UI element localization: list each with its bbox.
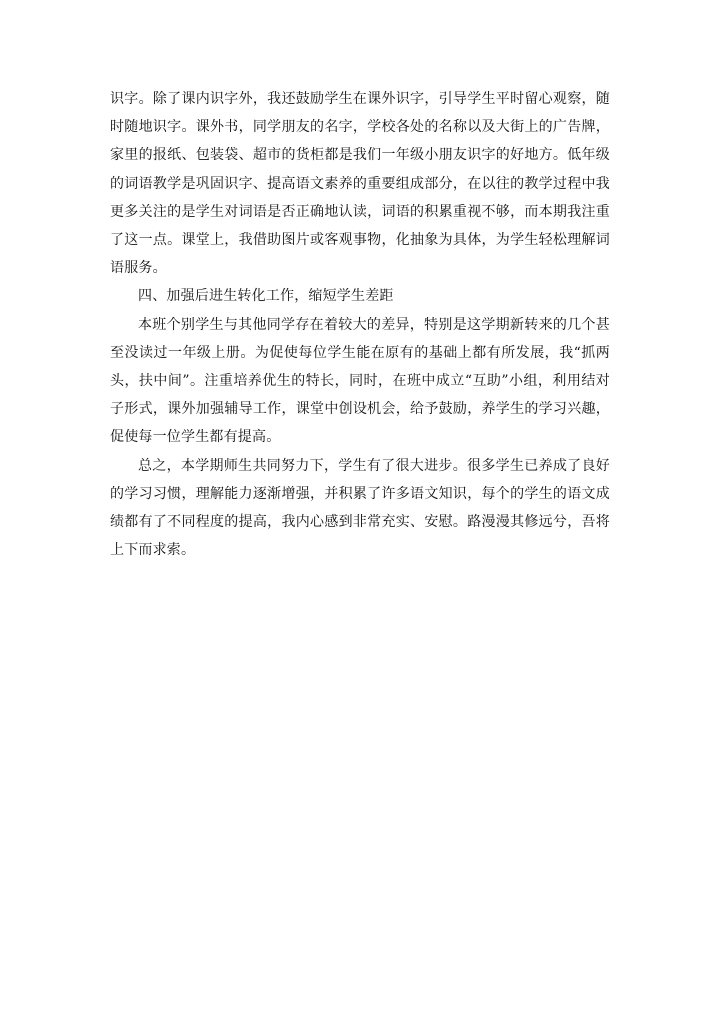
section-heading-four: 四、加强后进生转化工作，缩短学生差距	[138, 288, 394, 305]
document-body	[110, 85, 610, 564]
paragraph-summary: 总之，本学期师生共同努力下，学生有了很大进步。很多学生已养成了良好的学习习惯，理解能力逐渐增强，并积累了许多语文知识，每个的学生的语文成绩都有了不同程度的提高，我内心感到非常充实、安慰。路漫漫其修远兮，吾将上下而求索。	[110, 457, 610, 559]
paragraph-literacy: 识字。除了课内识字外，我还鼓励学生在课外识字，引导学生平时留心观察，随时随地识字。课外书，同学朋友的名字，学校各处的名称以及大街上的广告牌，家里的报纸、包装袋、超市的货柜都是我们一年级小朋友识字的好地方。低年级的词语教学是巩固识字、提高语文素养的重要组成部分，在以往的教学过程中我更多关注的是学生对词语是否正确地认读，词语的积累重视不够，而本期我注重了这一点。课堂上，我借助图片或客观事物，化抽象为具体，为学生轻松理解词语服务。	[110, 91, 610, 277]
paragraph-struggling-students: 本班个别学生与其他同学存在着较大的差异，特别是这学期新转来的几个甚至没读过一年级上册。为促使每位学生能在原有的基础上都有所发展，我“抓两头，扶中间”。注重培养优生的特长，同时，在班中成立“互助”小组，利用结对子形式，课外加强辅导工作，课堂中创设机会，给予鼓励，养学生的学习兴趣，促使每一位学生都有提高。	[110, 316, 610, 446]
